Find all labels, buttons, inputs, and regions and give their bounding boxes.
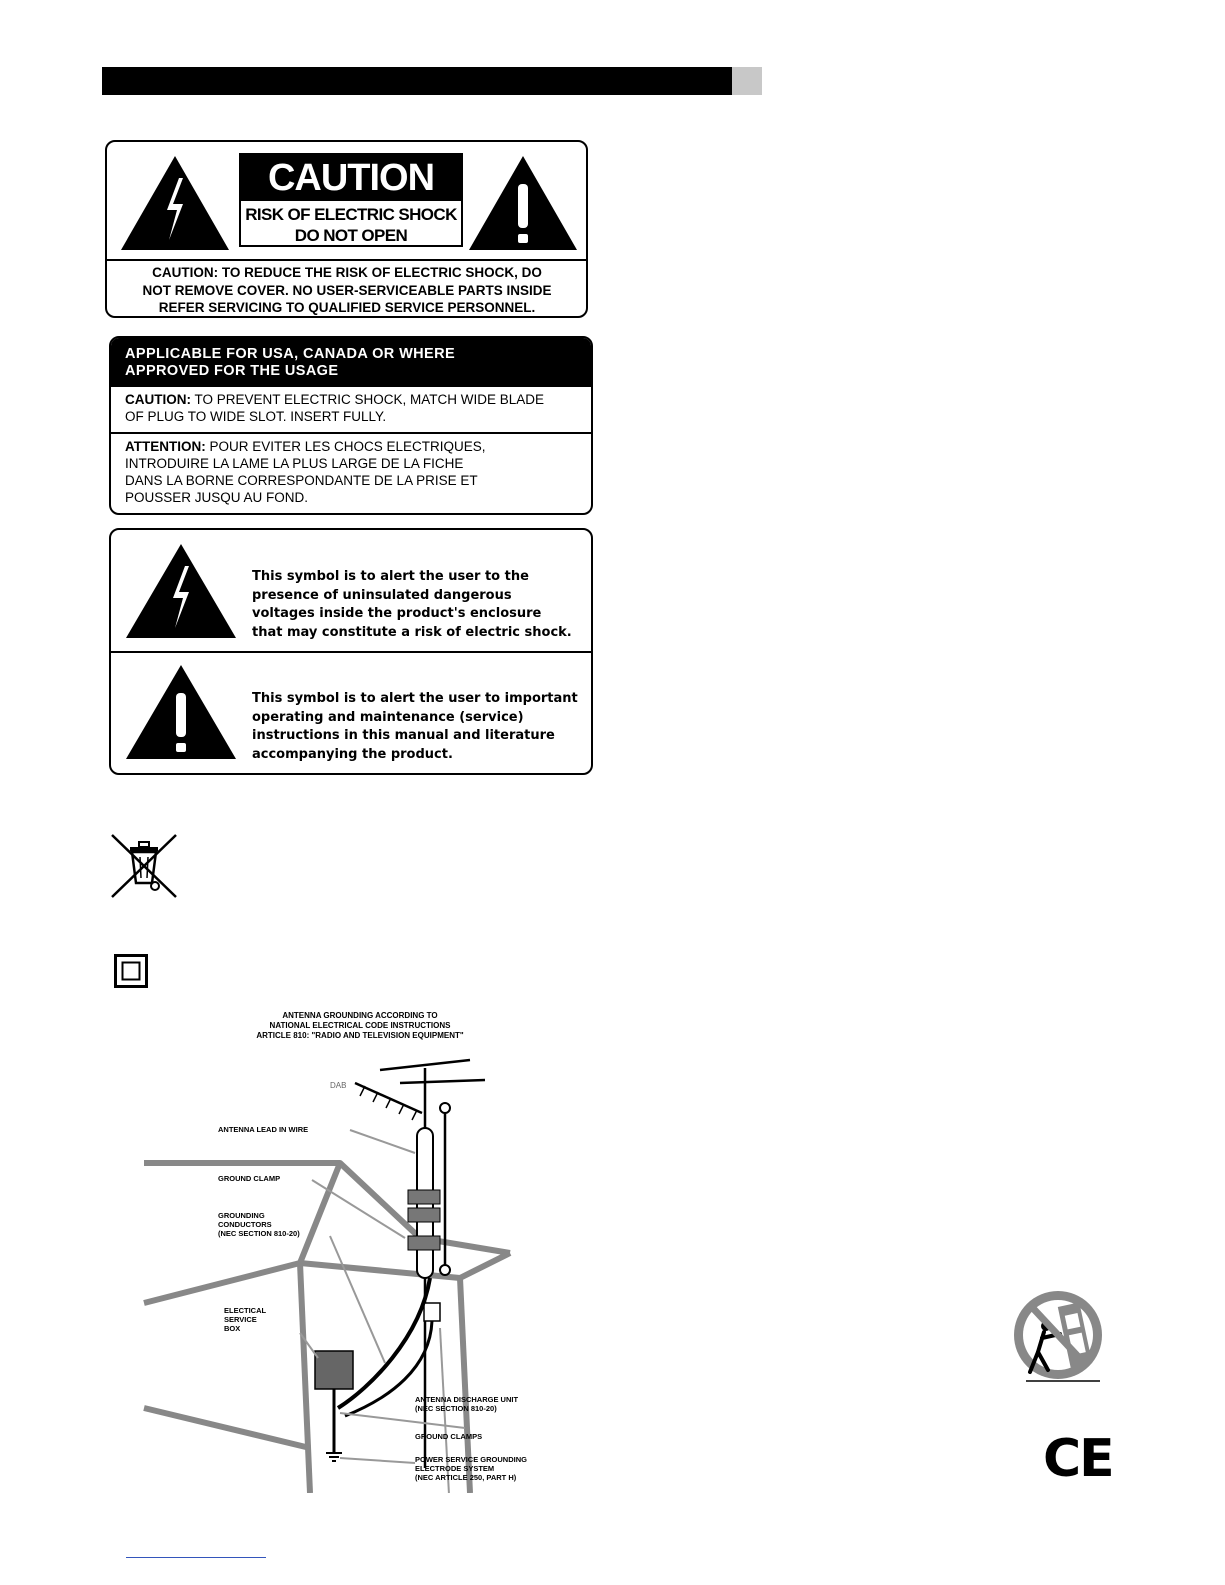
diagram-title-line-3: ARTICLE 810: "RADIO AND TELEVISION EQUIPMENT"	[256, 1031, 464, 1040]
caution-divider	[107, 259, 586, 261]
caution-subtitle-2: DO NOT OPEN	[294, 226, 408, 245]
grounding-conductors-label-2: CONDUCTORS	[218, 1220, 272, 1229]
attention-symbol-text	[252, 690, 587, 764]
plug-caution-label: CAUTION:	[125, 392, 191, 407]
ce-mark-text: CE	[1043, 1429, 1113, 1489]
no-cart-tipover-icon	[1008, 1286, 1108, 1386]
exclamation-triangle-icon	[467, 154, 579, 252]
plug-caution-text	[125, 391, 591, 425]
plug-attention-line-1: POUR EVITER LES CHOCS ELECTRIQUES,	[205, 439, 486, 454]
plug-attention-line-4: POUSSER JUSQU AU FOND.	[125, 490, 309, 505]
plug-attention-label: ATTENTION:	[125, 439, 206, 454]
attention-symbol-line-4: accompanying the product.	[252, 746, 453, 762]
ce-mark	[1043, 1429, 1113, 1489]
caution-label	[239, 153, 463, 247]
ground-clamps-label: GROUND CLAMPS	[415, 1432, 483, 1441]
shock-symbol-text	[252, 568, 587, 642]
page-header-bar	[102, 67, 732, 95]
service-box-label-3: BOX	[224, 1324, 241, 1333]
shock-symbol-line-4: that may constitute a risk of electric shock.	[252, 624, 572, 640]
plug-warning-divider	[111, 432, 591, 434]
discharge-unit-label-1: ANTENNA DISCHARGE UNIT	[415, 1395, 519, 1404]
symbol-divider	[111, 651, 591, 653]
lightning-triangle-icon	[119, 154, 231, 252]
antenna-grounding-diagram	[140, 1008, 580, 1493]
plug-warning-header	[111, 338, 591, 387]
grounding-conductors-label-1: GROUNDING	[218, 1211, 265, 1220]
plug-caution-line-2: OF PLUG TO WIDE SLOT. INSERT FULLY.	[125, 409, 387, 424]
attention-symbol-line-1: This symbol is to alert the user to important	[252, 691, 578, 706]
attention-symbol-line-3: instructions in this manual and literature	[252, 728, 555, 743]
page-header-tab	[732, 67, 762, 95]
plug-warning-header-line-2: APPROVED FOR THE USAGE	[125, 363, 339, 379]
ground-clamp-label: GROUND CLAMP	[218, 1174, 281, 1183]
lead-in-wire-label: ANTENNA LEAD IN WIRE	[218, 1125, 309, 1134]
plug-attention-line-3: DANS LA BORNE CORRESPONDANTE DE LA PRISE ET	[125, 473, 478, 488]
caution-body-line-3: REFER SERVICING TO QUALIFIED SERVICE PERSONNEL.	[158, 300, 536, 315]
plug-attention-line-2: INTRODUIRE LA LAME LA PLUS LARGE DE LA FICHE	[125, 456, 464, 471]
crossed-bin-icon	[110, 833, 178, 899]
shock-symbol-line-2: presence of uninsulated dangerous	[252, 587, 512, 603]
shock-symbol-line-3: voltages inside the product's enclosure	[252, 606, 542, 621]
symbol-explanation-panel	[109, 528, 593, 775]
exclamation-triangle-icon	[124, 663, 238, 761]
service-box-label-1: ELECTICAL	[224, 1306, 267, 1315]
electrode-label-3: (NEC ARTICLE 250, PART H)	[415, 1473, 517, 1482]
diagram-title-line-1: ANTENNA GROUNDING ACCORDING TO	[282, 1011, 438, 1020]
dab-label: DAB	[330, 1081, 347, 1090]
caution-panel	[105, 140, 588, 318]
footer-link-underline	[126, 1557, 266, 1558]
attention-symbol-line-2: operating and maintenance (service)	[252, 709, 524, 725]
plug-caution-line-1: TO PREVENT ELECTRIC SHOCK, MATCH WIDE BLADE	[191, 392, 545, 407]
double-square-icon	[114, 954, 148, 988]
diagram-title-line-2: NATIONAL ELECTRICAL CODE INSTRUCTIONS	[269, 1021, 451, 1030]
grounding-conductors-label-3: (NEC SECTION 810-20)	[218, 1229, 300, 1238]
electrode-label-2: ELECTRODE SYSTEM	[415, 1464, 495, 1473]
caution-title: CAUTION	[241, 155, 461, 201]
discharge-unit-label-2: (NEC SECTION 810-20)	[415, 1404, 497, 1413]
lightning-triangle-icon	[124, 542, 238, 640]
plug-warning-header-line-1: APPLICABLE FOR USA, CANADA OR WHERE	[125, 346, 456, 362]
plug-warning-panel	[109, 336, 593, 515]
caution-subtitle-1: RISK OF ELECTRIC SHOCK	[245, 205, 457, 224]
service-box-label-2: SERVICE	[224, 1315, 257, 1324]
plug-attention-text	[125, 438, 591, 506]
caution-body-line-2: NOT REMOVE COVER. NO USER-SERVICEABLE PARTS INSIDE	[142, 282, 552, 298]
caution-body-text	[113, 264, 581, 317]
caution-body-line-1: CAUTION: TO REDUCE THE RISK OF ELECTRIC SHOCK, DO	[152, 265, 542, 280]
shock-symbol-line-1: This symbol is to alert the user to the	[252, 569, 529, 584]
electrode-label-1: POWER SERVICE GROUNDING	[415, 1455, 527, 1464]
